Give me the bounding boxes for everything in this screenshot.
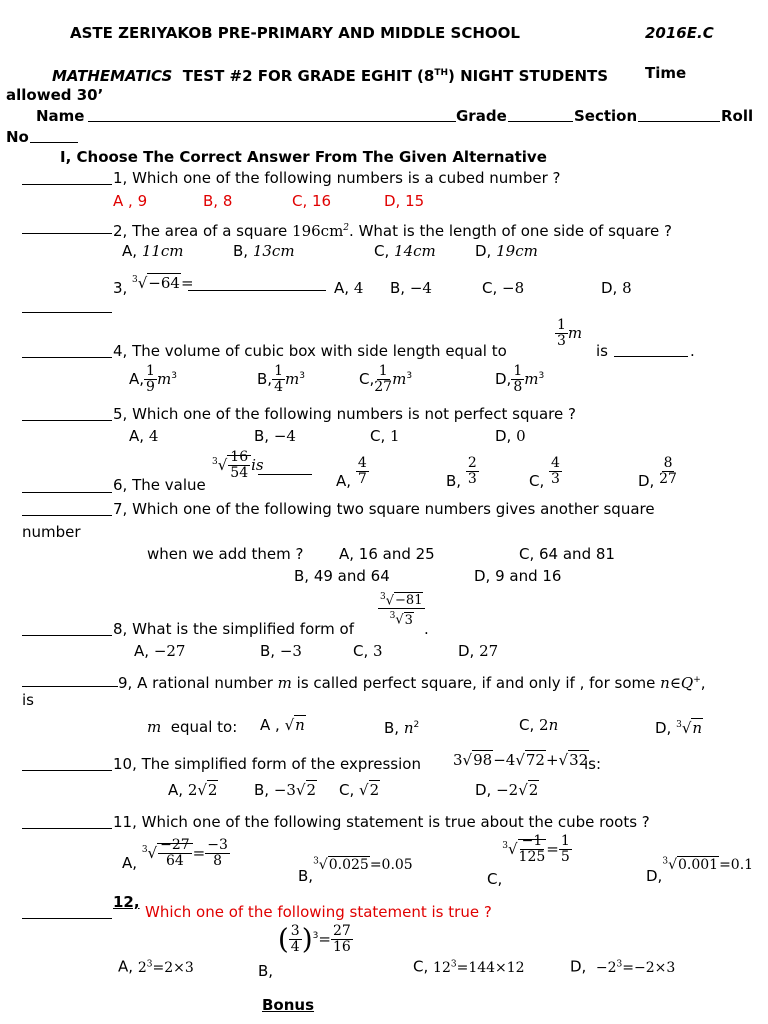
- section-label: Section: [574, 107, 638, 125]
- q9-option-c: C, 2n: [519, 716, 559, 734]
- q9-option-d: D, $^3$√n: [655, 719, 703, 737]
- q12-option-d: D, $-2^3=-2\times 3$: [570, 957, 676, 976]
- q3-option-b: B, −4: [390, 279, 432, 297]
- q8-option-b: B, −3: [260, 642, 302, 660]
- answer-blank-6[interactable]: [22, 478, 112, 493]
- q10-text: 10, The simplified form of the expression: [113, 755, 421, 773]
- q10-option-c: C, √2: [339, 781, 380, 799]
- q1-option-b: B, 8: [203, 192, 233, 210]
- q7-text-c: when we add them ?: [147, 545, 304, 563]
- q1-text: 1, Which one of the following numbers is a cubed number ?: [113, 169, 561, 187]
- answer-blank-4[interactable]: [22, 343, 112, 358]
- answer-blank-10[interactable]: [22, 756, 112, 771]
- q5-option-b: B, −4: [254, 427, 296, 445]
- q2-option-c: C, 14cm: [374, 242, 436, 260]
- q10-option-a: A, 2√2: [168, 781, 218, 799]
- q5-option-a: A, 4: [129, 427, 159, 445]
- q5-option-d: D, 0: [495, 427, 526, 445]
- school-name: ASTE ZERIYAKOB PRE-PRIMARY AND MIDDLE SCHOOL: [70, 24, 520, 42]
- answer-blank-7[interactable]: [22, 501, 112, 516]
- bonus-heading: Bonus: [262, 996, 315, 1014]
- q11-option-d: D,$^3$√0.001=0.1: [646, 856, 754, 885]
- instruction: I, Choose The Correct Answer From The Given Alternative: [60, 148, 547, 166]
- q2-option-b: B, 13cm: [233, 242, 295, 260]
- q3-number: 3,: [113, 279, 128, 297]
- q3-expression: $^3$√−64=: [132, 274, 194, 292]
- q4-text-is: is: [596, 342, 608, 360]
- q12-option-c: C, $12^3=144\times 12$: [413, 957, 525, 976]
- q8-option-a: A, −27: [134, 642, 186, 660]
- q4-answer-line[interactable]: [614, 342, 688, 357]
- q4-option-a: A, $\frac{1}{9}$ $m^3$: [129, 363, 177, 395]
- q2-area: 196cm: [292, 222, 344, 240]
- q2-text-b: . What is the length of one side of square ?: [349, 222, 672, 240]
- q8-text: 8, What is the simplified form of: [113, 620, 355, 638]
- q12-text: Which one of the following statement is true ?: [145, 903, 492, 921]
- q7-option-a: A, 16 and 25: [339, 545, 435, 563]
- q9-text: 9, A rational number m is called perfect square, if and only if , for some n∈Q+,: [118, 674, 706, 692]
- q4-option-d: D, $\frac{1}{8}$ $m^3$: [495, 363, 545, 395]
- q4-option-b: B, $\frac{1}{4}$ $m^3$: [257, 363, 305, 395]
- q6-option-c: C, $\frac{4}{3}$: [529, 455, 560, 490]
- q7-text: 7, Which one of the following two square numbers gives another square: [113, 500, 655, 518]
- time-allowed: allowed 30’: [6, 86, 104, 104]
- q1-option-c: C, 16: [292, 192, 332, 210]
- grade-field[interactable]: [508, 107, 573, 122]
- q3-option-c: C, −8: [482, 279, 525, 297]
- q8-period: .: [424, 620, 429, 638]
- q8-option-d: D, 27: [458, 642, 499, 660]
- test-title-sup: TH: [434, 68, 449, 78]
- q1-option-d: D, 15: [384, 192, 425, 210]
- test-title-b: ) NIGHT STUDENTS: [448, 67, 609, 85]
- q9-option-a: A , √n: [260, 716, 305, 734]
- answer-blank-5[interactable]: [22, 406, 112, 421]
- q12-option-a: A, $2^3=2\times 3$: [118, 957, 194, 976]
- q7-text-cont: number: [22, 523, 81, 541]
- answer-blank-11[interactable]: [22, 814, 112, 829]
- q6-text: 6, The value: [113, 476, 206, 494]
- q6-expression: $^3$√ $\frac{16}{54}$ is: [212, 449, 264, 481]
- q5-text: 5, Which one of the following numbers is not perfect square ?: [113, 405, 576, 423]
- test-title: [52, 64, 608, 85]
- q6-answer-line[interactable]: [258, 460, 312, 475]
- q2-text: 2, The area of a square $196cm^2$. What is the length of one side of square ?: [113, 222, 672, 240]
- q2-option-d: D, 19cm: [475, 242, 538, 260]
- q6-option-a: A, $\frac{4}{7}$: [336, 455, 367, 490]
- q6-option-d: D, $\frac{8}{27}$: [638, 455, 677, 490]
- q4-text: 4, The volume of cubic box with side length equal to: [113, 342, 507, 360]
- answer-blank-12[interactable]: [22, 904, 112, 919]
- q7-option-c: C, 64 and 81: [519, 545, 615, 563]
- roll-no-field[interactable]: [30, 128, 78, 143]
- q5-option-c: C, 1: [370, 427, 400, 445]
- q10-option-b: B, −3√2: [254, 781, 317, 799]
- answer-blank-9[interactable]: [22, 672, 118, 687]
- q6-option-b: B, $\frac{2}{3}$: [446, 455, 477, 490]
- grade-label: Grade: [456, 107, 507, 125]
- q4-option-c: C, $\frac{1}{27}$ $m^3$: [359, 363, 413, 395]
- q11-option-b: B,$^3$√0.025=0.05: [298, 856, 413, 885]
- answer-blank-2[interactable]: [22, 219, 112, 234]
- q3-answer-line[interactable]: [188, 276, 326, 291]
- q11-option-a: A, $^3$√ $\frac{-27}{64}$ = $\frac{-3}{8}$: [122, 837, 228, 872]
- q12-number: 12,: [113, 893, 140, 911]
- q11-text: 11, Which one of the following statement is true about the cube roots ?: [113, 813, 650, 831]
- name-label: Name: [36, 107, 85, 125]
- roll-label: Roll: [721, 107, 754, 125]
- name-field[interactable]: [88, 107, 456, 122]
- answer-blank-1[interactable]: [22, 170, 112, 185]
- answer-blank-3[interactable]: [22, 298, 112, 313]
- section-field[interactable]: [638, 107, 720, 122]
- time-label: Time: [645, 64, 687, 82]
- school-year: 2016E.C: [645, 24, 714, 42]
- test-title-a: TEST #2 FOR GRADE EGHIT (8: [182, 67, 435, 85]
- q3-option-a: A, 4: [334, 279, 364, 297]
- q10-expression: 3√98−4√72+√32: [453, 751, 589, 769]
- q7-option-b: B, 49 and 64: [294, 567, 390, 585]
- no-label: No: [6, 128, 29, 146]
- q10-is: is:: [584, 755, 602, 773]
- q1-option-a: A , 9: [113, 192, 148, 210]
- q8-expression: $\frac{^3√-81}{^3√3}$: [378, 590, 425, 628]
- q3-option-d: D, 8: [601, 279, 632, 297]
- q9-option-b: B, $n^2$: [384, 719, 420, 737]
- q4-period: .: [690, 342, 695, 360]
- q4-side-length: $\frac{1}{3}$ m: [557, 317, 583, 349]
- q9-text-is: is: [22, 691, 34, 709]
- q7-option-d: D, 9 and 16: [474, 567, 562, 585]
- q2-text-a: 2, The area of a square: [113, 222, 293, 240]
- q8-option-c: C, 3: [353, 642, 383, 660]
- answer-blank-8[interactable]: [22, 621, 112, 636]
- subject: MATHEMATICS: [52, 67, 173, 85]
- q12-option-b: B, ( $\frac{3}{4}$ )$^3$= $\frac{27}{16}$: [258, 922, 351, 980]
- q10-option-d: D, −2√2: [475, 781, 539, 799]
- q2-option-a: A, 11cm: [122, 242, 184, 260]
- q11-option-c: C,$^3$√ $\frac{-1}{125}$ = $\frac{1}{5}$: [487, 833, 570, 888]
- q9-text-d: m equal to:: [147, 718, 238, 736]
